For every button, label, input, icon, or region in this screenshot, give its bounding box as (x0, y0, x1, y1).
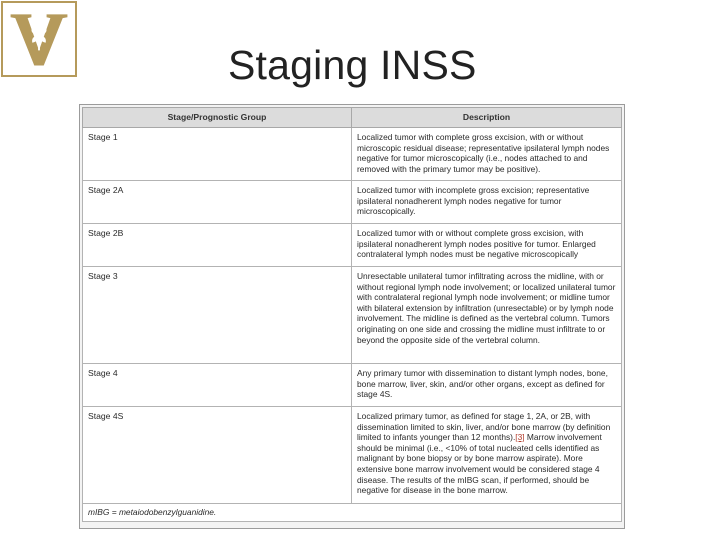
stage-cell: Stage 2A (83, 181, 352, 224)
stage-cell: Stage 4S (83, 407, 352, 504)
staging-table (82, 107, 622, 522)
description-cell: Unresectable unilateral tumor infiltrating across the midline, with or without regional lymph node involvement; or localized unilateral tumor with contralateral regional lymph node involvement; or midline tumor with bilateral extension by infiltration (unresectable) or by lymph node involvement. The midline is defined as the vertebral column. Tumors originating on one side and crossing the midline must infiltrate to or beyond the opposite side of the vertebral column. (352, 267, 622, 364)
description-text-after: Marrow involvement should be minimal (i.e., <10% of total nucleated cells identified as malignant by bone biopsy or by bone marrow aspirate). More extensive bone marrow involvement would be considered stage 4 disease. The results of the mIBG scan, if performed, should be negative for disease in the bone marrow. (357, 432, 602, 496)
vanderbilt-v-logo-icon (3, 3, 75, 75)
table-row (83, 181, 622, 224)
header-stage: Stage/Prognostic Group (83, 108, 352, 128)
table-row (83, 267, 622, 364)
table-footnote: mIBG = metaiodobenzylguanidine. (83, 504, 622, 522)
description-cell (352, 407, 622, 504)
stage-cell: Stage 2B (83, 224, 352, 267)
table-header-row (83, 108, 622, 128)
description-cell: Localized tumor with or without complete gross excision, with ipsilateral nonadherent lymph nodes positive for tumor. Enlarged contralateral lymph nodes must be negative microscopically (352, 224, 622, 267)
description-cell: Any primary tumor with dissemination to distant lymph nodes, bone, bone marrow, liver, skin, and/or other organs, except as defined for stage 4S. (352, 364, 622, 407)
logo (1, 1, 77, 77)
table-row (83, 224, 622, 267)
header-description: Description (352, 108, 622, 128)
staging-table-frame (79, 104, 625, 529)
stage-cell: Stage 3 (83, 267, 352, 364)
table-row (83, 364, 622, 407)
table-row (83, 128, 622, 181)
stage-cell: Stage 4 (83, 364, 352, 407)
description-text-before: Localized primary tumor, as defined for stage 1, 2A, or 2B, with dissemination limited to skin, liver, and/or bone marrow (by definition limited to infants younger than 12 months). (357, 411, 611, 443)
stage-cell: Stage 1 (83, 128, 352, 181)
table-footnote-row (83, 504, 622, 522)
table-row (83, 407, 622, 504)
description-cell: Localized tumor with incomplete gross excision; representative ipsilateral nonadherent lymph nodes negative for tumor microscopically. (352, 181, 622, 224)
reference-link[interactable]: [3] (515, 432, 525, 443)
slide-title: Staging INSS (228, 42, 477, 88)
description-cell: Localized tumor with complete gross excision, with or without microscopic residual disease; representative ipsilateral lymph nodes negative for tumor microscopically (i.e., nodes attached to and removed with the primary tumor may be positive). (352, 128, 622, 181)
